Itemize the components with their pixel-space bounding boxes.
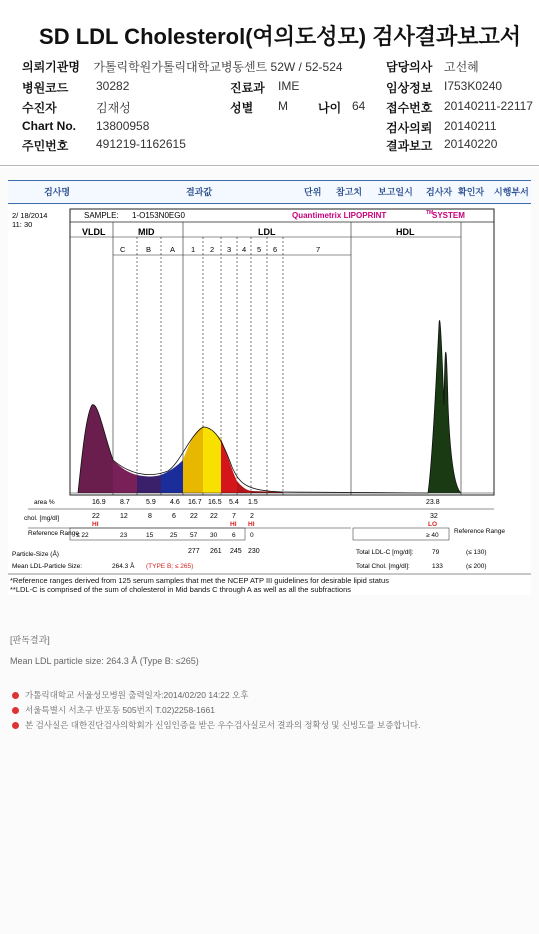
mean-size: 264.3 Å <box>112 563 135 570</box>
ref-3: 6 <box>232 532 236 539</box>
ref-vldl: ≤ 22 <box>76 532 89 539</box>
footer-line: 서울특별시 서초구 반포동 505번지 T.02)2258-1661 <box>12 704 215 716</box>
area-a: 4.6 <box>170 499 180 506</box>
sample-label: SAMPLE: <box>84 211 119 220</box>
verdict-heading: [판독결과] <box>10 635 50 645</box>
info-value: 20140220 <box>444 137 498 151</box>
info-value: 가톨릭학원가톨릭대학교 <box>93 60 221 74</box>
info-label: 검사의뢰 <box>386 121 433 135</box>
info-label: 접수번호 <box>386 101 433 115</box>
info-row-1 <box>22 58 343 75</box>
scan-date: 2/ 18/2014 <box>12 211 48 220</box>
info-value: I753K0240 <box>444 79 503 93</box>
electropherogram <box>70 320 494 493</box>
size-1: 277 <box>188 548 200 555</box>
chol-2: 22 <box>210 513 218 520</box>
info-label: 의뢰기관명 <box>22 60 80 74</box>
chol-3: 7 <box>232 513 236 520</box>
report-title: SD LDL Cholesterol(여의도성모) 검사결과보고서 <box>39 24 521 49</box>
row-label-ref: Reference Range <box>28 530 79 537</box>
info-value: 30282 <box>96 79 130 93</box>
ref-c: 23 <box>120 532 128 539</box>
flag-3: HI <box>230 521 237 528</box>
total-chol-value: 133 <box>432 563 443 570</box>
ref-a: 25 <box>170 532 178 539</box>
area-1: 16.7 <box>188 499 202 506</box>
area-3: 5.4 <box>229 499 239 506</box>
age-label: 나이 <box>318 101 342 115</box>
row-label-area: area % <box>34 499 55 506</box>
band-3: 3 <box>227 245 232 254</box>
flag-4: HI <box>248 521 255 528</box>
band-7: 7 <box>316 245 321 254</box>
col-tester: 검사자 <box>426 187 453 197</box>
info-label: 결과보고 <box>386 139 433 153</box>
brand-suffix: SYSTEM <box>432 211 465 220</box>
col-department: 시행부서 <box>494 187 529 197</box>
band-4: 4 <box>242 245 247 254</box>
col-report-time: 보고일시 <box>378 187 413 197</box>
ref-right-label: Reference Range <box>454 528 505 535</box>
col-confirmer: 확인자 <box>458 187 485 197</box>
ref-4: 0 <box>250 532 254 539</box>
info-label: 담당의사 <box>386 60 433 74</box>
scan-time: 11: 30 <box>12 220 33 229</box>
region-hdl: HDL <box>396 227 415 237</box>
sex-value: M <box>278 99 288 113</box>
col-unit: 단위 <box>304 187 322 197</box>
mean-type: (TYPE B; ≤ 265) <box>146 563 194 570</box>
footnote-reference: *Reference ranges derived from 125 serum samples that met the NCEP ATP III guidelines for desirable lipid status <box>10 576 389 585</box>
footer-line: 본 검사실은 대한진단검사의학회가 신임인증을 받은 우수검사실로서 결과의 정확성 및 신빙도를 보증합니다. <box>12 719 420 731</box>
info-value: 13800958 <box>96 119 150 133</box>
band-c: C <box>120 245 126 254</box>
chol-1: 22 <box>190 513 198 520</box>
dept-value: IME <box>278 79 300 93</box>
area-vldl: 16.9 <box>92 499 106 506</box>
chol-b: 8 <box>148 513 152 520</box>
total-ldl-label: Total LDL-C [mg/dl]: <box>356 549 414 556</box>
region-vldl: VLDL <box>82 227 106 237</box>
verdict-text: Mean LDL particle size: 264.3 Å (Type B: ≤265) <box>10 656 199 666</box>
band-2: 2 <box>210 245 215 254</box>
ref-hdl: ≥ 40 <box>426 532 439 539</box>
info-label: 주민번호 <box>22 139 69 153</box>
col-reference: 참고치 <box>336 187 363 197</box>
chol-a: 6 <box>172 513 176 520</box>
info-label: Chart No. <box>22 119 76 133</box>
col-result: 결과값 <box>186 187 213 197</box>
lipoprint-graph <box>8 205 531 595</box>
divider <box>0 165 539 166</box>
row-label-mean: Mean LDL-Particle Size: <box>12 563 83 570</box>
info-value: 20140211-22117 <box>444 99 533 113</box>
footnote-ldlc: **LDL-C is comprised of the sum of cholesterol in Mid bands C through A as well as all the subfractions <box>10 585 352 594</box>
row-label-size: Particle-Size (Å) <box>12 551 59 558</box>
region-mid: MID <box>138 227 155 237</box>
age-value: 64 <box>352 99 366 113</box>
lipoprint-scan <box>8 205 531 595</box>
band-5: 5 <box>257 245 262 254</box>
info-value: 김재성 <box>96 101 131 115</box>
info-label: 병원코드 <box>22 81 69 95</box>
ward-value: 병동센트 52W / 52-524 <box>220 60 343 74</box>
area-4: 1.5 <box>248 499 258 506</box>
bullet-icon <box>12 722 19 729</box>
region-ldl: LDL <box>258 227 276 237</box>
sample-id: 1-O153N0EG0 <box>132 211 185 220</box>
info-value: 20140211 <box>444 119 497 133</box>
info-label: 임상정보 <box>386 81 433 95</box>
dept-label: 진료과 <box>230 81 265 95</box>
brand-name: Quantimetrix LIPOPRINT <box>292 211 387 220</box>
info-value: 491219-1162615 <box>96 137 186 151</box>
chol-4: 2 <box>250 513 254 520</box>
footer-line: 가톨릭대학교 서울성모병원 출력일자:2014/02/20 14:22 오후 <box>12 689 248 701</box>
row-label-chol: chol. [mg/dl] <box>24 515 60 522</box>
brand-tm: TM <box>426 210 434 216</box>
size-4: 230 <box>248 548 260 555</box>
sex-label: 성별 <box>230 101 254 115</box>
col-test-name: 검사명 <box>44 187 71 197</box>
band-b: B <box>146 245 152 254</box>
bullet-icon <box>12 692 19 699</box>
ref-b: 15 <box>146 532 154 539</box>
bullet-icon <box>12 707 19 714</box>
band-6: 6 <box>273 245 278 254</box>
band-1: 1 <box>191 245 196 254</box>
result-table-header <box>8 180 531 204</box>
size-2: 261 <box>210 548 222 555</box>
flag-vldl: HI <box>92 521 99 528</box>
flag-hdl: LO <box>428 521 438 528</box>
area-c: 8.7 <box>120 499 130 506</box>
chol-c: 12 <box>120 513 128 520</box>
chol-hdl: 32 <box>430 513 438 520</box>
area-hdl: 23.8 <box>426 499 440 506</box>
info-value: 고선혜 <box>444 60 479 74</box>
total-chol-ref: (≤ 200) <box>466 563 487 570</box>
info-label: 수진자 <box>22 101 57 115</box>
total-ldl-ref: (≤ 130) <box>466 549 487 556</box>
ref-1: 57 <box>190 532 198 539</box>
total-ldl-value: 79 <box>432 549 440 556</box>
ref-2: 30 <box>210 532 218 539</box>
total-chol-label: Total Chol. [mg/dl]: <box>356 563 410 570</box>
band-a: A <box>170 245 176 254</box>
area-b: 5.9 <box>146 499 156 506</box>
area-2: 16.5 <box>208 499 222 506</box>
size-3: 245 <box>230 548 242 555</box>
chol-vldl: 22 <box>92 513 100 520</box>
